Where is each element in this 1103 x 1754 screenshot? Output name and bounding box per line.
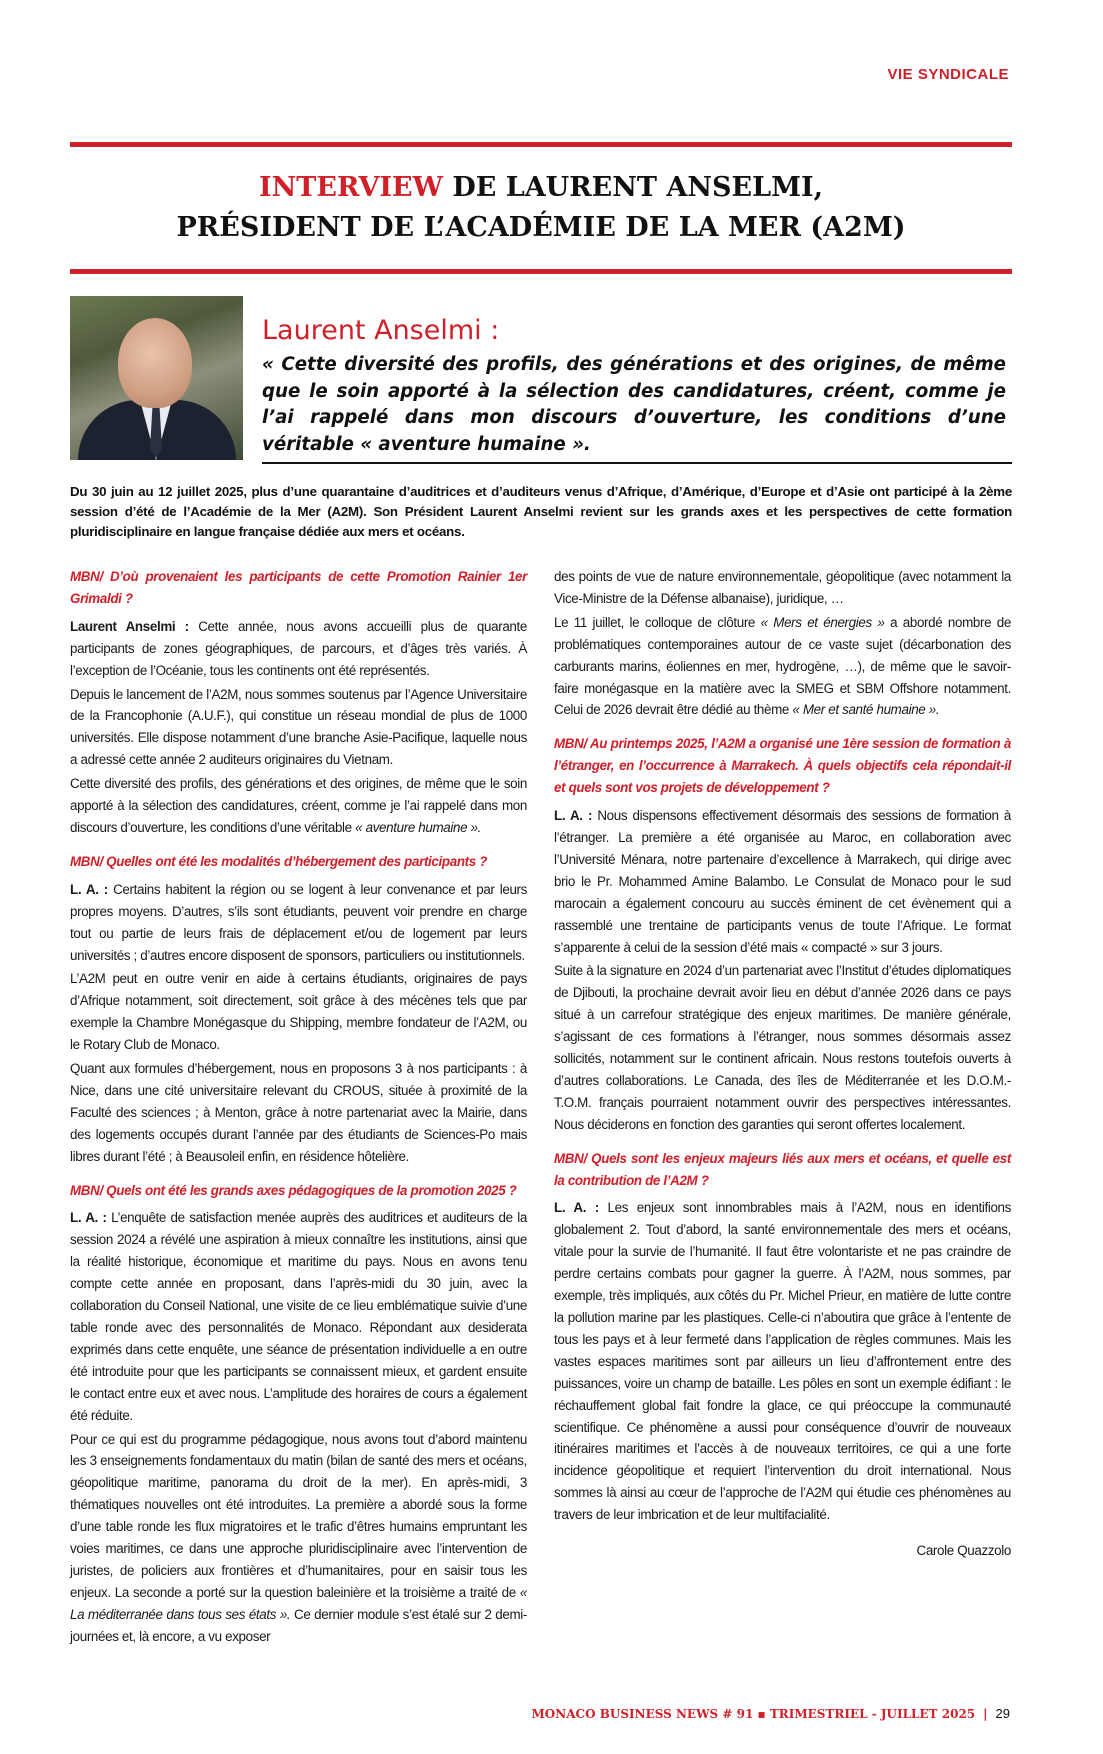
- article-intro: Du 30 juin au 12 juillet 2025, plus d’une quarantaine d’auditrices et d’auditeurs venus d’Afrique, d’Amérique, d’Europe et d’Asie ont participé à la 2ème session d’été de l’Académie de la Mer (A2M). Son Président Laurent Anselmi revient sur les grands axes et les perspectives de cette formation pluridisciplinaire en langue française dédiée aux mers et océans.: [70, 484, 1012, 539]
- footer-separator: |: [983, 1706, 988, 1721]
- question-4: MBN/ Au printemps 2025, l’A2M a organisé une 1ère session de formation à l’étranger, en l’occurrence à Marrakech. À quels objectifs cela répondait-il et quels sont vos projets de développement ?: [554, 736, 1011, 796]
- answer-3-paragraph-1: [70, 1207, 527, 1426]
- answer-emphasis: « Mer et santé humaine ».: [792, 702, 940, 718]
- title-line2: PRÉSIDENT DE L’ACADÉMIE DE LA MER (A2M): [176, 212, 906, 243]
- answer-text: a abordé nombre de problématiques contemporaines autour de ce vaste sujet (décarbonation des carburants marins, éoliennes en mer, hydrogène, …), de même que le savoir-faire monégasque en la matière avec la SMEG et SBM Offshore notamment. Celui de 2026 devrait être dédié au thème: [554, 614, 1011, 718]
- answer-2-paragraph-3: Quant aux formules d’hébergement, nous en proposons 3 à nos participants : à Nice, dans une cité universitaire relevant du CROUS, située à proximité de la Faculté des sciences ; à Menton, grâce à notre partenariat avec la Mairie, dans des logements occupés durant l’année par des étudiants de Sciences-Po mais libres durant l’été ; à Beausoleil enfin, en résidence hôtelière.: [70, 1061, 527, 1164]
- answer-text: Le 11 juillet, le colloque de clôture: [554, 614, 761, 630]
- answer-emphasis: « Mers et énergies »: [760, 614, 885, 630]
- question-5: MBN/ Quels sont les enjeux majeurs liés aux mers et océans, et quelle est la contribution de l’A2M ?: [554, 1150, 1011, 1188]
- answer-4-paragraph-1: [554, 805, 1011, 958]
- page-number: 29: [995, 1706, 1010, 1721]
- answer-text: Ce dernier module s’est étalé sur 2 demi-journées et, là encore, a vu exposer: [70, 1606, 527, 1644]
- page-footer: [532, 1706, 1010, 1721]
- question-3: MBN/ Quels ont été les grands axes pédagogiques de la promotion 2025 ?: [70, 1182, 517, 1198]
- right-paragraph-1: des points de vue de nature environnementale, géopolitique (avec notamment la Vice-Ministre de la Défense albanaise), juridique, …: [554, 569, 1011, 606]
- footer-publication: MONACO BUSINESS NEWS # 91 ▪ TRIMESTRIEL - JUILLET 2025: [531, 1706, 976, 1721]
- right-column: [554, 566, 1011, 1564]
- speaker-label: L. A. :: [70, 1210, 107, 1226]
- pull-quote-name: Laurent Anselmi :: [262, 315, 500, 346]
- title-bottom-rule: [70, 269, 1012, 274]
- question-2: MBN/ Quelles ont été les modalités d’hébergement des participants ?: [70, 853, 488, 869]
- speaker-label: L. A. :: [70, 881, 108, 897]
- left-column: [70, 566, 527, 1650]
- answer-2-paragraph-1: [70, 879, 527, 967]
- portrait-head: [118, 318, 192, 408]
- section-tag: VIE SYNDICALE: [887, 66, 1009, 83]
- answer-3-paragraph-2: [70, 1429, 527, 1648]
- answer-text: Pour ce qui est du programme pédagogique, nous avons tout d’abord maintenu les 3 enseignements fondamentaux du matin (bilan de santé des mers et océans, géopolitique maritime, panorama du droit de la mer). En après-midi, 3 thématiques nouvelles ont été introduites. La première a abordé sous la forme d’une table ronde les flux migratoires et le trafic d’êtres humains empruntant les voies maritimes, ce dans une approche pluridisciplinaire avec l’intervention de juristes, de policiers aux frontières et d’humanitaires, pour en saisir tous les enjeux. La seconde a porté sur la question baleinière et la troisième a traité de: [70, 1431, 527, 1600]
- title-line1-rest: DE LAURENT ANSELMI,: [442, 172, 823, 203]
- pull-quote-text: « Cette diversité des profils, des générations et des origines, de même que le soin apporté à la sélection des candidatures, créent, comme je l’ai rappelé dans mon discours d’ouverture, les conditions d’une véritable « aventure humaine ».: [262, 354, 1006, 455]
- title-interview-word: INTERVIEW: [258, 172, 443, 203]
- answer-text: Certains habitent la région ou se logent à leur convenance et par leurs propres moyens. D’autres, s’ils sont étudiants, peuvent voir prendre en charge tout ou partie de leurs frais de déplacement et/ou de logement par leurs universités ; d’autres encore disposent de sponsors, particuliers ou institutionnels.: [70, 881, 528, 963]
- answer-emphasis: « aventure humaine ».: [355, 819, 482, 835]
- answer-emphasis: « La méditerranée dans tous ses états ».: [70, 1584, 527, 1622]
- answer-4-paragraph-2: Suite à la signature en 2024 d’un partenariat avec l’Institut d’études diplomatiques de Djibouti, la prochaine devrait avoir lieu en début d’année 2026 dans ce pays situé à un carrefour stratégique des enjeux maritimes. De manière générale, s’agissant de ces formations à l’étranger, nous sommes désormais assez sollicités, notamment sur le continent africain. Nous restons toutefois ouverts à d’autres collaborations. Le Canada, des îles de Méditerranée et les D.O.M.-T.O.M. français pourraient notamment ouvrir des perspectives intéressantes. Nous déciderons en fonction des garanties qui seront offertes localement.: [554, 963, 1011, 1132]
- answer-text: Nous dispensons effectivement désormais des sessions de formation à l’étranger. La première a été organisée au Maroc, en collaboration avec l’Université Ménara, notre partenaire d’excellence à Marrakech, qui dirige avec brio le Pr. Mohammed Amine Balambo. Le Consulat de Monaco pour le sud marocain a également concouru au succès éminent de cet évènement qui a rassemblé une trentaine de participants venus de toute l’Afrique. Le format s’apparente à celui de la session d’été mais « compacté » sur 3 jours.: [554, 808, 1011, 955]
- answer-text: Les enjeux sont innombrables mais à l’A2M, nous en identifions globalement 2. Tout d’abord, la santé environnementale des mers et océans, vitale pour la survie de l’humanité. Il faut être volontariste et ne pas craindre de perdre certains combats pour gagner la guerre. À l’A2M, nous sommes, par exemple, très impliqués, aux côtés du Pr. Michel Prieur, en matière de lutte contre la pollution marine par les plastiques. Celle-ci n’aboutira que grâce à l’entente de tous les pays et à leur fermeté dans l’application de règles communes. Mais les vastes espaces maritimes sont par ailleurs un lieu d’affrontement entre des puissances, voire un champ de bataille. Les pôles en sont un exemple édifiant : le réchauffement global fait fondre la glace, ce qui préoccupe la communauté scientifique. Ce phénomène a aussi pour conséquence d’ouvrir de nouveaux itinéraires maritimes et l’accès à de nouveaux territoires, ce qui a une forte incidence géopolitique et requiert l’intervention du droit international. Nous sommes là ainsi au cœur de l’approche de l’A2M qui étudie ces phénomènes au travers de leur imbrication et de leur multifacialité.: [554, 1200, 1011, 1523]
- pull-quote-rule: [262, 462, 1012, 464]
- answer-text: L’enquête de satisfaction menée auprès des auditrices et auditeurs de la session 2024 a révélé une aspiration à mieux connaître les institutions, ainsi que la réalité historique, économique et maritime du pays. Nous en avons tenu compte cette année en proposant, dans l’après-midi du 30 juin, avec la collaboration du Conseil National, une visite de ce lieu emblématique suivie d’une table ronde avec des personnalités de Monaco. Répondant aux desiderata exprimés dans cette enquête, une séance de présentation individuelle a en outre été introduite pour que les participants se connaissent mieux, et gardent ensuite le contact entre eux et avec nous. L’amplitude des horaires de cours a également été réduite.: [70, 1210, 527, 1423]
- answer-1-paragraph-1: [70, 616, 527, 682]
- speaker-label: L. A. :: [554, 808, 593, 824]
- answer-text: Cette diversité des profils, des générations et des origines, de même que le soin apporté à la sélection des candidatures, créent, comme je l’ai rappelé dans mon discours d’ouverture, les conditions d’une véritable: [70, 776, 527, 835]
- answer-1-paragraph-2: Depuis le lancement de l’A2M, nous sommes soutenus par l’Agence Universitaire de la Francophonie (A.U.F.), qui constitue un réseau mondial de plus de 1000 universités. Elle dispose notamment d’une branche Asie-Pacifique, laquelle nous a adressé cette année 2 auditeurs originaires du Vietnam.: [70, 686, 527, 768]
- portrait-photo: [70, 296, 243, 460]
- right-paragraph-2: [554, 612, 1011, 722]
- question-1: MBN/ D’où provenaient les participants de cette Promotion Rainier 1er Grimaldi ?: [70, 569, 527, 606]
- answer-text: Cette année, nous avons accueilli plus de quarante participants de zones géographiques, de parcours, et d’âges très variés. À l’exception de l’Océanie, tous les continents ont été représentés.: [70, 618, 527, 678]
- speaker-label: Laurent Anselmi :: [70, 618, 189, 634]
- author-signature: Carole Quazzolo: [916, 1543, 1011, 1559]
- article-title: [70, 168, 1012, 248]
- answer-5-paragraph-1: [554, 1197, 1011, 1526]
- speaker-label: L. A. :: [554, 1200, 599, 1216]
- answer-2-paragraph-2: L’A2M peut en outre venir en aide à certains étudiants, originaires de pays d’Afrique notamment, soit directement, soit grâce à des mécènes tels que par exemple la Chambre Monégasque du Shipping, membre fondateur de l’A2M, ou le Rotary Club de Monaco.: [70, 971, 527, 1053]
- answer-1-paragraph-3: [70, 773, 527, 839]
- title-top-rule: [70, 142, 1012, 147]
